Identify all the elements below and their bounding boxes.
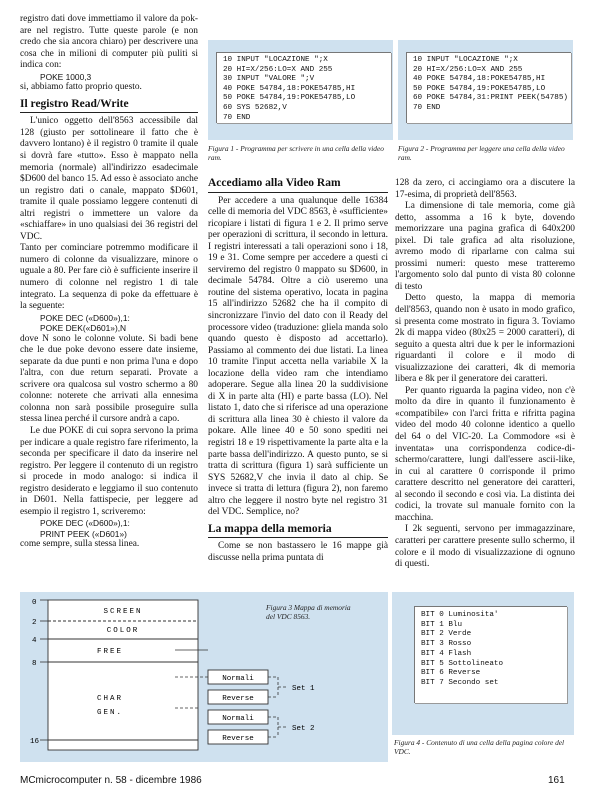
section-heading-memory-map: La mappa della memoria [208,524,388,539]
set-row-label: Reverse [222,695,254,703]
address-label: 8 [32,660,37,668]
paragraph: Le due POKE di cui sopra servono la prima per indicare a quale registro fare riferimento, la seconda per specificare il dato da inserire nel registro. Per leggere il contenuto di un registro si procede in modo analogo: si indica il registro desiderato e leggiamo il suo contenuto in D601. Nella fattispecie, per leggere ad esempio il registro 1, scriveremo: [20,426,198,517]
bit-row: BIT 4 Flash [421,649,472,658]
figure-4-color-cell [392,592,574,735]
section-heading-video-ram: Accediamo alla Video Ram [208,178,388,193]
block-label: COLOR [106,627,140,635]
bit-row: BIT 6 Reverse [421,669,481,678]
section-heading-read-write: Il registro Read/Write [20,99,198,114]
block-label: GEN. [96,709,124,717]
bit-table [414,606,567,703]
set-label: Set 2 [292,725,315,733]
paragraph: Per accedere a una qualunque delle 16384 celle di memoria del VDC 8563, è «sufficiente» ricopiare i listati di figura 1 e 2. Il primo serve per operazioni di scrittura, il secondo in lettura. I registri interessati a tali operazioni sono i 18, 19 e 31. Come sempre per accedere a questi ci serviremo del registro 0 mappato su $D600, in decimale 54784. Oltre a ciò useremo una routine del sistema operativo, locata in pagina 15 all'indirizzo 52682 che ha il compito di sincronizzare l'invio del dato con il Ready del processore video (traduzione: gliela manda solo quando questo è disposto ad accettarlo). Passiamo al commento dei due listati. La linea 10 tramite l'input accetta nella variabile X la locazione della video ram che intendiamo adoperare. Segue alla linea 20 la suddivisione di X in parte alta (HI) e parte bassa (LO). Nel listato 1, dato che si riferisce ad una operazione di scrittura alla linea 30 è chiesto il valore da pokare. Alle linee 40 e 50 sono spediti nei registri 18 e 19 rispettivamente la parte alta e la parte bassa dell'indirizzo. A questo punto, se si tratta di scrittura (figura 1) sarà sufficiente un SYS 52682,V che invia il dato al chip. Se invece si tratta di lettura (figura 2), non faremo altro che leggere il nostro byte nel registro 31 del VDC. Semplice, no? [208,195,388,518]
set-row-label: Reverse [222,735,254,743]
paragraph: Come se non bastassero le 16 mappe già discusse nella prima puntata di [208,541,388,563]
bit-row: BIT 2 Verde [421,630,472,639]
paragraph: come sempre, sulla stessa linea. [20,539,140,550]
set-row-label: Normali [222,675,254,683]
column-1 [20,14,198,551]
block-label: CHAR [96,695,124,703]
paragraph: Tanto per cominciare potremmo modificare il numero di colonne da visualizzare, minore o uguale a 80. Per fare ciò è sufficiente inserire il numero di colonne nel registro 1 di tale integrato. La sequenza di poke da effettuare è la seguente: [20,243,198,312]
figure-3-caption: Figura 3 Mappa di memoria del VDC 8563. [266,603,351,621]
bit-row: BIT 3 Rosso [421,640,472,649]
paragraph: I 2k seguenti, servono per immagazzinare, caratteri per carattere presente sullo schermo, il colore e il modo di visualizzazione di ognuno di questi. [395,524,575,570]
figure-3-memory-map [20,592,388,762]
address-label: 4 [32,637,37,645]
listing-2-code: 10 INPUT "LOCAZIONE ";X 20 HI=X/256:LO=X AND 255 40 POKE 54784,18:POKE54785,HI 50 POKE 54784,19:POKE54785,LO 60 POKE 54784,31:PRINT PEEK(54785) 70 END [406,52,571,123]
paragraph: 128 da zero, ci accingiamo ora a discutere la 17-esima, di proprietà dell'8563. [395,178,575,200]
set-row-label: Normali [222,715,254,723]
paragraph: Per quanto riguarda la pagina video, non c'è molto da dire in quanto il funzionamento è «compatibile» con l'arci fritta e rifritta pagina video del modo 40 colonne identico a quello del 64 o del VIC-20. La Commodore «si è inventata» una corrispondenza codice-di-schermo/carattere, lungi dall'essere ascii-like, in cui al carattere 0 corrisponde il primo carattere descritto nel generatore dei caratteri, al secondo il secondo e così via. La distinta dei codici, la trovate sul manuale fornito con la macchina. [395,385,575,523]
footer-magazine: MCmicrocomputer n. 58 - dicembre 1986 [20,775,202,786]
paragraph: L'unico oggetto dell'8563 accessibile dal 128 (giusto per sottolineare il fatto che è davvero lontano) è il registro 0 tramite il quale si dovrà fare «tutto». Esso è mappato nella memoria (normale) all'indirizzo esadecimale $D600 del banco 15. Ad esso è associato anche un registro dati o canale, mappato $D601, tramite il quale possiamo leggere contenuti di altri registri o immettere un valore da «schiaffare» in uno qualsiasi dei 36 registri del VDC. [20,116,198,242]
address-label: 2 [32,619,37,627]
bit-row: BIT 1 Blu [421,620,463,629]
address-label: 0 [32,599,37,607]
paragraph: La dimensione di tale memoria, come già detto, assomma a 16 k byte, dovendo memorizzare una pagina grafica di 640x200 pixel. Di tale grafica ad alta risoluzione, avremo modo di riparlarne con calma sui prossimi numeri: questo mese tratteremo l'argomento solo dal punto di vista 80 colonne di testo [395,201,575,292]
figure-2-listing [398,40,573,140]
set-label: Set 1 [292,685,315,693]
figure-1-listing [208,40,393,140]
figure-4-caption: Figura 4 - Contenuto di una cella della pagina colore del VDC. [394,738,565,756]
listing-1-code: 10 INPUT "LOCAZIONE ";X 20 HI=X/256:LO=X AND 255 30 INPUT "VALORE ";V 40 POKE 54784,18:POKE54785,HI 50 POKE 54784,19:POKE54785,LO 60 SYS 52682,V 70 END [216,52,391,123]
block-label: FREE [96,648,124,656]
code-block: POKE DEC («D600»),1: PRINT PEEK («D601») [40,518,130,539]
code-poke: POKE 1000,3 [40,71,92,82]
paragraph: dove N sono le colonne volute. Si badi bene che le due poke devono essere date insieme, separate da due punti e non prima l'una e dopo l'altra, con due return separati. Provate a scrivere ora qualcosa sul vostro schermo a 80 colonne: noterete che arrivati alla ennesima colonna non sarà possibile proseguire sulla stessa linea perché il cursore andrà a capo. [20,333,198,425]
paragraph: Detto questo, la mappa di memoria dell'8563, quando non è usato in modo grafico, si presenta come mostrato in figura 3. Toviamo 2k di mappa video (80x25 = 2000 caratteri), di seguito a questa altri due k per le informazioni riguardanti il colore e il modo di visualizzazione dei caratteri, 4k di memoria libera e 8k per il generatore dei caratteri. [395,293,575,385]
intro-after: si, abbiamo fatto proprio questo. [20,82,142,93]
address-label: 16 [30,738,40,746]
code-block: POKE DEC («D600»),1: POKE DEK(«D601»),N [40,312,130,334]
figure-1-caption: Figura 1 - Programma per scrivere in una cella della video ram. [208,144,384,162]
figure-2-caption: Figura 2 - Programma per leggere una cella della video ram. [398,144,565,162]
column-3 [395,178,575,571]
bit-row: BIT 0 Luminosita' [421,611,499,619]
intro-text: registro dati dove immettiamo il valore da pok-are nel registro. Tutte queste parole (e non credo che sia ancora chiaro) per descrivere una cosa che in milioni di computer più puliti si indica con: [20,14,198,71]
column-2 [208,178,388,565]
block-label: SCREEN [103,608,143,616]
page-number: 161 [548,775,565,786]
bit-row: BIT 5 Sottolineato [421,659,504,668]
bit-row: BIT 7 Secondo set [421,678,499,687]
